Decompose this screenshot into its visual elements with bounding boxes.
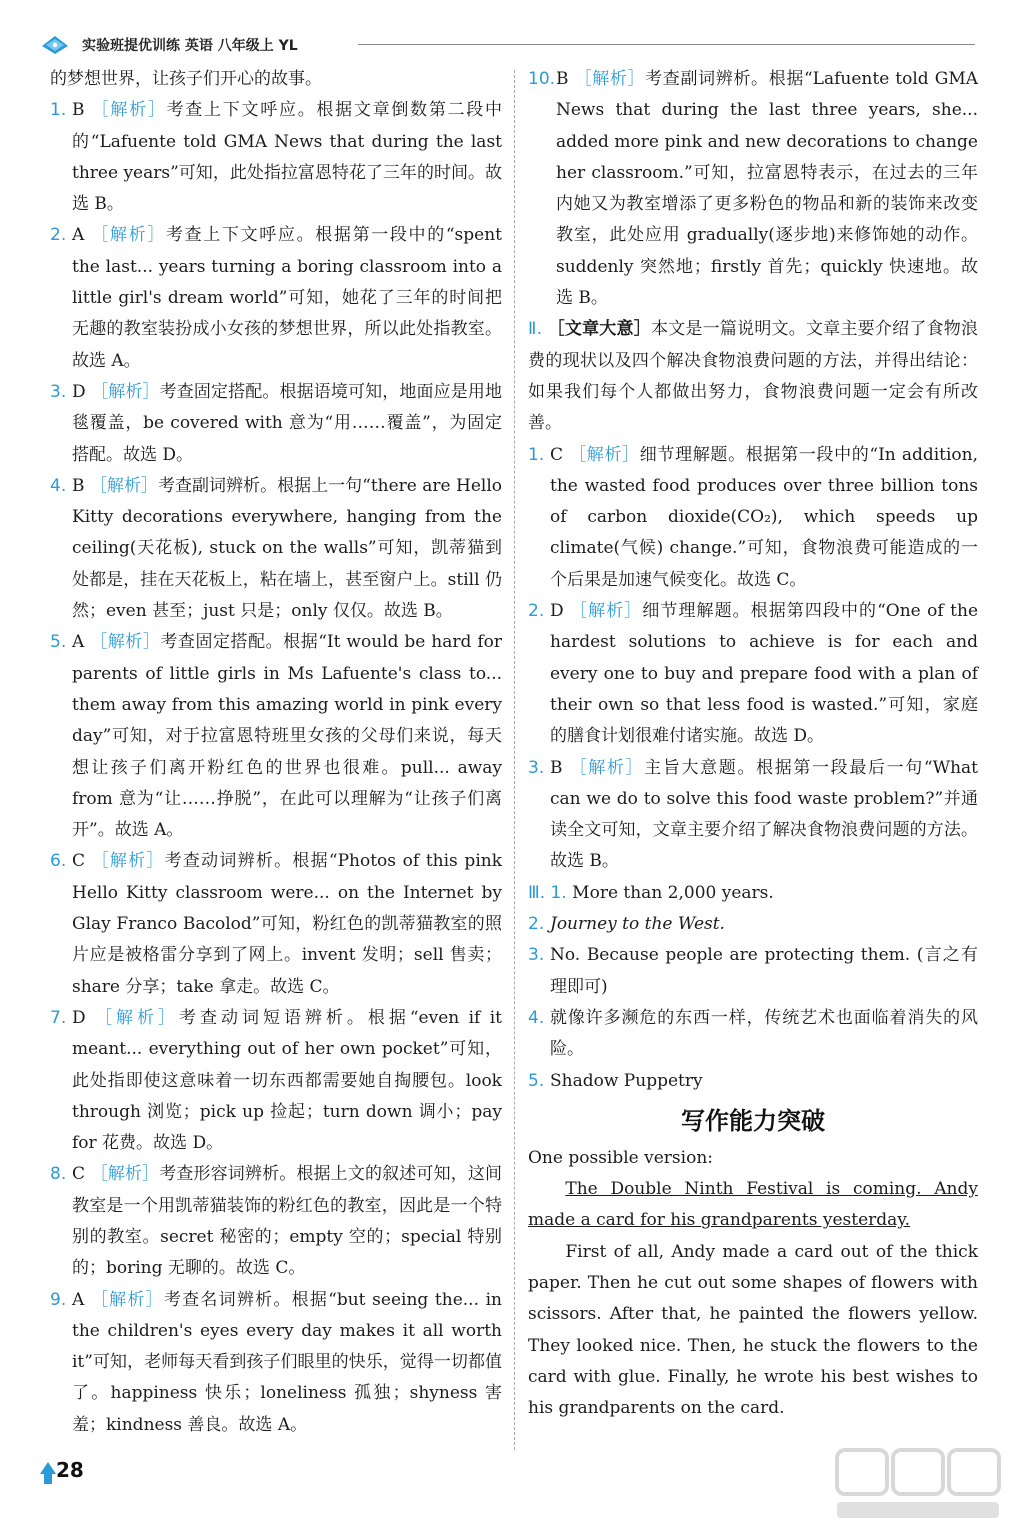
writing-section-title: 写作能力突破 <box>681 1106 825 1135</box>
item-number: 8. <box>50 1164 67 1185</box>
analysis-tag: ［解析］ <box>95 1007 179 1028</box>
analysis-tag: ［解析］ <box>574 69 646 89</box>
page-header <box>40 30 975 58</box>
item-number: 7. <box>50 1007 67 1028</box>
item-number: 3. <box>50 381 67 402</box>
answer-text: No. Because people are protecting them. (言之有理即可) <box>550 945 978 997</box>
item-number: 5. <box>528 1070 545 1091</box>
analysis-tag: ［解析］ <box>569 444 640 465</box>
analysis-text: 细节理解题。根据第四段中的“One of the hardest solutions to achieve is for each and every one to buy and prepare food with a plan of their own so that less food is wasted.”可知，家庭的膳食计划很难付诸实施。故选 D。 <box>550 601 979 747</box>
header-rule <box>358 44 975 45</box>
analysis-text: 考查名词辨析。根据“but seeing the... in the children's eyes every day makes it all worth it”可知，老师每天看到孩子们眼里的快乐，觉得一切都值了。happiness 快乐；loneliness 孤独；shyness 害羞；kindness 善良。故选 A。 <box>72 1289 503 1435</box>
analysis-text: 考查形容词辨析。根据上文的叙述可知，这间教室是一个用凯蒂猫装饰的粉红色的教室，因此是一个特别的教室。secret 秘密的；empty 空的；special 特别的；boring 无聊的。故选 C。 <box>72 1164 503 1279</box>
answer-letter: B <box>72 475 85 496</box>
section-3-item-4 <box>528 1003 978 1066</box>
answer-item-4 <box>50 471 502 627</box>
item-number: 1. <box>50 100 67 121</box>
answer-item-3 <box>50 377 502 471</box>
analysis-text: 考查固定搭配。根据“It would be hard for parents of little girls in Ms Lafuente's class to... them away from this amazing world in pink every day”可知，对于拉富恩特班里女孩的父母们来说，每天想让孩子们离开粉红色的世界也很难。pull... away from 意为“让……挣脱”，在此可以理解为“让孩子们离开”。故选 A。 <box>72 632 502 841</box>
section-2-summary <box>528 314 978 439</box>
answer-item-6 <box>50 846 502 1002</box>
answer-letter: C <box>550 444 564 465</box>
analysis-text: 考查动词辨析。根据“Photos of this pink Hello Kitty classroom were... on the Internet by Glay Franco Bacolod”可知，粉红色的凯蒂猫教室的照片应是被格雷分享到了网上。invent 发明；sell 售卖；share 分享；take 拿走。故选 C。 <box>72 851 503 997</box>
answer-letter: A <box>72 1289 85 1310</box>
section-label: Ⅲ. <box>528 882 546 903</box>
item-number: 3. <box>528 757 545 778</box>
item-number: 1. <box>528 444 545 465</box>
analysis-tag: ［解析］ <box>91 225 166 246</box>
analysis-text: 主旨大意题。根据第一段最后一句“What can we do to solve this food waste problem?”并通读全文可知，文章主要介绍了解决食物浪费问题的方法。故选 B。 <box>550 757 979 872</box>
continued-text: 的梦想世界，让孩子们开心的故事。 <box>50 69 322 89</box>
summary-text: 本文是一篇说明文。文章主要介绍了食物浪费的现状以及四个解决食物浪费问题的方法，并得出结论：如果我们每个人都做出努力，食物浪费问题一定会有所改善。 <box>528 319 979 434</box>
analysis-text: 细节理解题。根据第一段中的“In addition, the wasted food produces over three billion tons of carbon dioxide(CO₂), which speeds up climate(气候) change.”可知，食物浪费可能造成的一个后果是加速气候变化。故选 C。 <box>550 444 979 590</box>
item-number: 2. <box>528 601 545 622</box>
answer-letter: C <box>72 851 86 872</box>
writing-opening <box>528 1174 978 1237</box>
item-number: 2. <box>528 914 545 935</box>
analysis-text: 考查上下文呼应。根据文章倒数第二段中的“Lafuente told GMA News that during the last three years”可知，此处指拉富恩特花了三年的时间。故选 B。 <box>72 100 503 215</box>
section-2-item-2 <box>528 596 978 752</box>
analysis-tag: ［解析］ <box>91 381 160 402</box>
item-number: 4. <box>528 1007 545 1028</box>
answer-item-7 <box>50 1003 502 1159</box>
section-3-first-answer <box>528 878 978 909</box>
section-2-item-3 <box>528 753 978 878</box>
analysis-tag: ［解析］ <box>570 601 643 622</box>
answer-item-5 <box>50 627 502 846</box>
item-number: 3. <box>528 945 545 966</box>
section-3-item-3 <box>528 940 978 1003</box>
section-2-item-1 <box>528 440 978 596</box>
analysis-text: 考查动词短语辨析。根据“even if it meant... everything out of her own pocket”可知，此处指即使这意味着一切东西都需要她自掏腰包。look through 浏览；pick up 捡起；turn down 调小；pay for 花费。故选 D。 <box>72 1007 503 1154</box>
column-divider <box>514 70 515 1450</box>
left-column <box>50 64 502 1441</box>
answer-letter: A <box>72 632 85 653</box>
item-number: 5. <box>50 632 67 653</box>
analysis-text: 考查副词辨析。根据上一句“there are Hello Kitty decorations everywhere, hanging from the ceiling(天花板), stuck on the walls”可知，凯蒂猫到处都是，挂在天花板上，粘在墙上，甚至窗户上。still 仍然；even 甚至；just 只是；only 仅仅。故选 B。 <box>72 475 503 622</box>
answer-letter: B <box>556 69 569 89</box>
book-title: 实验班提优训练 英语 八年级上 YL <box>82 38 298 54</box>
analysis-tag: ［解析］ <box>91 851 165 872</box>
section-3-item-2 <box>528 909 978 940</box>
answer-text: Journey to the West. <box>550 914 725 935</box>
answer-text: 就像许多濒危的东西一样，传统艺术也面临着消失的风险。 <box>550 1007 978 1060</box>
answer-letter: C <box>72 1164 86 1185</box>
page-number <box>40 1458 86 1488</box>
arrow-stem <box>44 1472 52 1484</box>
answer-item-2 <box>50 220 502 376</box>
answer-letter: A <box>72 225 85 246</box>
answer-letter: D <box>72 1007 86 1028</box>
analysis-tag: ［解析］ <box>90 1164 160 1185</box>
writing-body: First of all, Andy made a card out of the thick paper. Then he cut out some shapes of flowers with scissors. After that, he painted the flowers yellow. They looked nice. Then, he stuck the flowers to the card with glue. Finally, he wrote his best wishes to his grandparents on the card. <box>528 1241 978 1419</box>
section-3-item-5 <box>528 1066 978 1097</box>
writing-intro: One possible version: <box>528 1147 713 1168</box>
right-column <box>528 64 978 1424</box>
item-number: 4. <box>50 475 67 496</box>
answer-text: More than 2,000 years. <box>572 882 774 903</box>
page-number-text: 28 <box>56 1458 84 1482</box>
analysis-text: 考查固定搭配。根据语境可知，地面应是用地毯覆盖，be covered with 意为“用……覆盖”，为固定搭配。故选 D。 <box>72 381 503 465</box>
answer-letter: B <box>72 100 85 121</box>
answer-letter: D <box>550 601 564 622</box>
answer-letter: D <box>72 381 86 402</box>
analysis-tag: ［解析］ <box>90 632 161 653</box>
answer-text: Shadow Puppetry <box>550 1070 703 1091</box>
analysis-tag: ［解析］ <box>569 757 645 778</box>
answer-item-10 <box>528 64 978 314</box>
book-logo-icon <box>40 32 70 56</box>
item-number: 2. <box>50 225 67 246</box>
answer-letter: B <box>550 757 563 778</box>
item-number: 6. <box>50 851 67 872</box>
watermark-logo-icon <box>833 1444 1003 1524</box>
analysis-text: 考查上下文呼应。根据第一段中的“spent the last... years turning a boring classroom into a little girl's dream world”可知，她花了三年的时间把无趣的教室装扮成小女孩的梦想世界，所以此处指教室。故选 A。 <box>72 225 503 371</box>
underlined-opening: The Double Ninth Festival is coming. Andy made a card for his grandparents yesterday. <box>528 1179 978 1231</box>
summary-tag: ［文章大意］ <box>547 319 651 340</box>
item-number: 10. <box>528 69 556 89</box>
analysis-tag: ［解析］ <box>91 100 167 121</box>
answer-item-9 <box>50 1285 502 1441</box>
section-label: Ⅱ. <box>528 319 542 340</box>
analysis-tag: ［解析］ <box>90 1289 164 1310</box>
answer-item-8 <box>50 1159 502 1284</box>
analysis-text: 考查副词辨析。根据“Lafuente told GMA News that during the last three years, she... added more pink and new decorations to change her classroom.”可知，拉富恩特表示，在过去的三年内她又为教室增添了更多粉色的物品和新的装饰来改变教室，此处应用 gradually(逐步地)来修饰她的动作。suddenly 突然地；firstly 首先；quickly 快速地。故选 B。 <box>556 69 979 309</box>
item-number: 1. <box>550 882 567 903</box>
answer-item-1 <box>50 95 502 220</box>
item-number: 9. <box>50 1289 67 1310</box>
analysis-tag: ［解析］ <box>89 475 158 496</box>
